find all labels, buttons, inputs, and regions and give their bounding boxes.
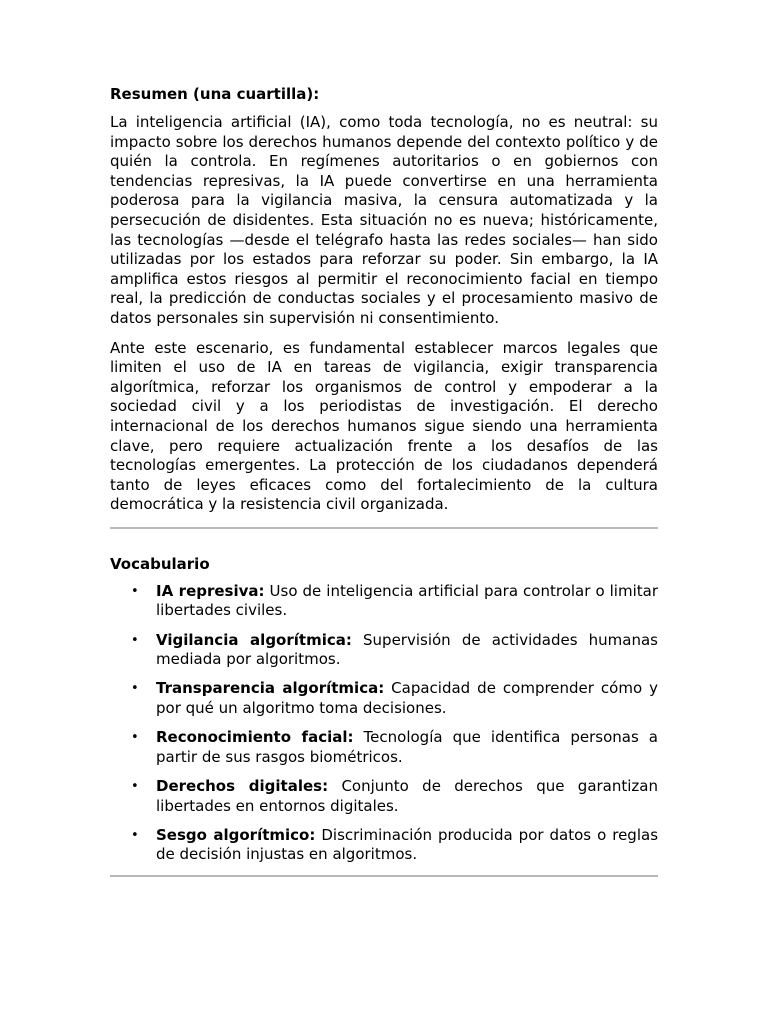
document-page	[110, 84, 658, 877]
summary-paragraph-1: La inteligencia artificial (IA), como toda tecnología, no es neutral: su impacto sobre los derechos humanos depende del contexto político y de quién la controla. En regímenes autoritarios o en gobiernos con tendencias represivas, la IA puede convertirse en una herramienta poderosa para la vigilancia masiva, la censura automatizada y la persecución de disidentes. Esta situación no es nueva; históricamente, las tecnologías —desde el telégrafo hasta las redes sociales— han sido utilizadas por los estados para reforzar su poder. Sin embargo, la IA amplifica estos riesgos al permitir el reconocimiento facial en tiempo real, la predicción de conductas sociales y el procesamiento masivo de datos personales sin supervisión ni consentimiento.	[110, 113, 658, 327]
vocabulary-item	[110, 582, 658, 621]
vocabulary-definition: Conjunto de derechos que garantizan libertades en entornos digitales.	[156, 777, 658, 815]
vocabulary-definition: Capacidad de comprender cómo y por qué un algoritmo toma decisiones.	[156, 679, 658, 718]
vocabulary-term: Vigilancia algorítmica:	[156, 630, 352, 649]
bullet-icon: •	[131, 827, 139, 843]
vocabulary-term: Derechos digitales:	[156, 777, 329, 795]
vocabulary-item	[110, 631, 658, 670]
vocabulary-item	[110, 728, 658, 767]
end-divider	[110, 875, 658, 877]
vocabulary-item	[110, 679, 658, 718]
vocabulary-heading: Vocabulario	[110, 554, 210, 573]
summary-heading: Resumen (una cuartilla):	[110, 85, 320, 103]
vocabulary-definition: Uso de inteligencia artificial para controlar o limitar libertades civiles.	[156, 581, 658, 620]
vocabulary-list	[110, 582, 658, 865]
bullet-icon: •	[131, 632, 139, 648]
vocabulary-item	[110, 777, 658, 816]
vocabulary-definition: Tecnología que identifica personas a partir de sus rasgos biométricos.	[156, 728, 659, 766]
summary-paragraph-2: Ante este escenario, es fundamental establecer marcos legales que limiten el uso de IA en tareas de vigilancia, exigir transparencia algorítmica, reforzar los organismos de control y empoderar a la sociedad civil y a los periodistas de investigación. El derecho internacional de los derechos humanos sigue siendo una herramienta clave, pero requiere actualización frente a los desafíos de las tecnologías emergentes. La protección de los ciudadanos dependerá tanto de leyes eficaces como del fortalecimiento de la cultura democrática y la resistencia civil organizada.	[110, 338, 658, 514]
bullet-icon: •	[131, 730, 139, 746]
vocabulary-term: Sesgo algorítmico:	[156, 825, 316, 844]
bullet-icon: •	[131, 681, 139, 697]
section-divider	[110, 527, 658, 529]
vocabulary-item	[110, 826, 658, 865]
bullet-icon: •	[131, 779, 139, 794]
vocabulary-definition: Supervisión de actividades humanas mediada por algoritmos.	[156, 630, 658, 669]
vocabulary-definition: Discriminación producida por datos o reglas de decisión injustas en algoritmos.	[156, 825, 659, 864]
bullet-icon: •	[131, 583, 139, 599]
vocabulary-term: IA represiva:	[156, 581, 265, 600]
vocabulary-term: Transparencia algorítmica:	[156, 679, 385, 698]
vocabulary-term: Reconocimiento facial:	[156, 728, 354, 747]
